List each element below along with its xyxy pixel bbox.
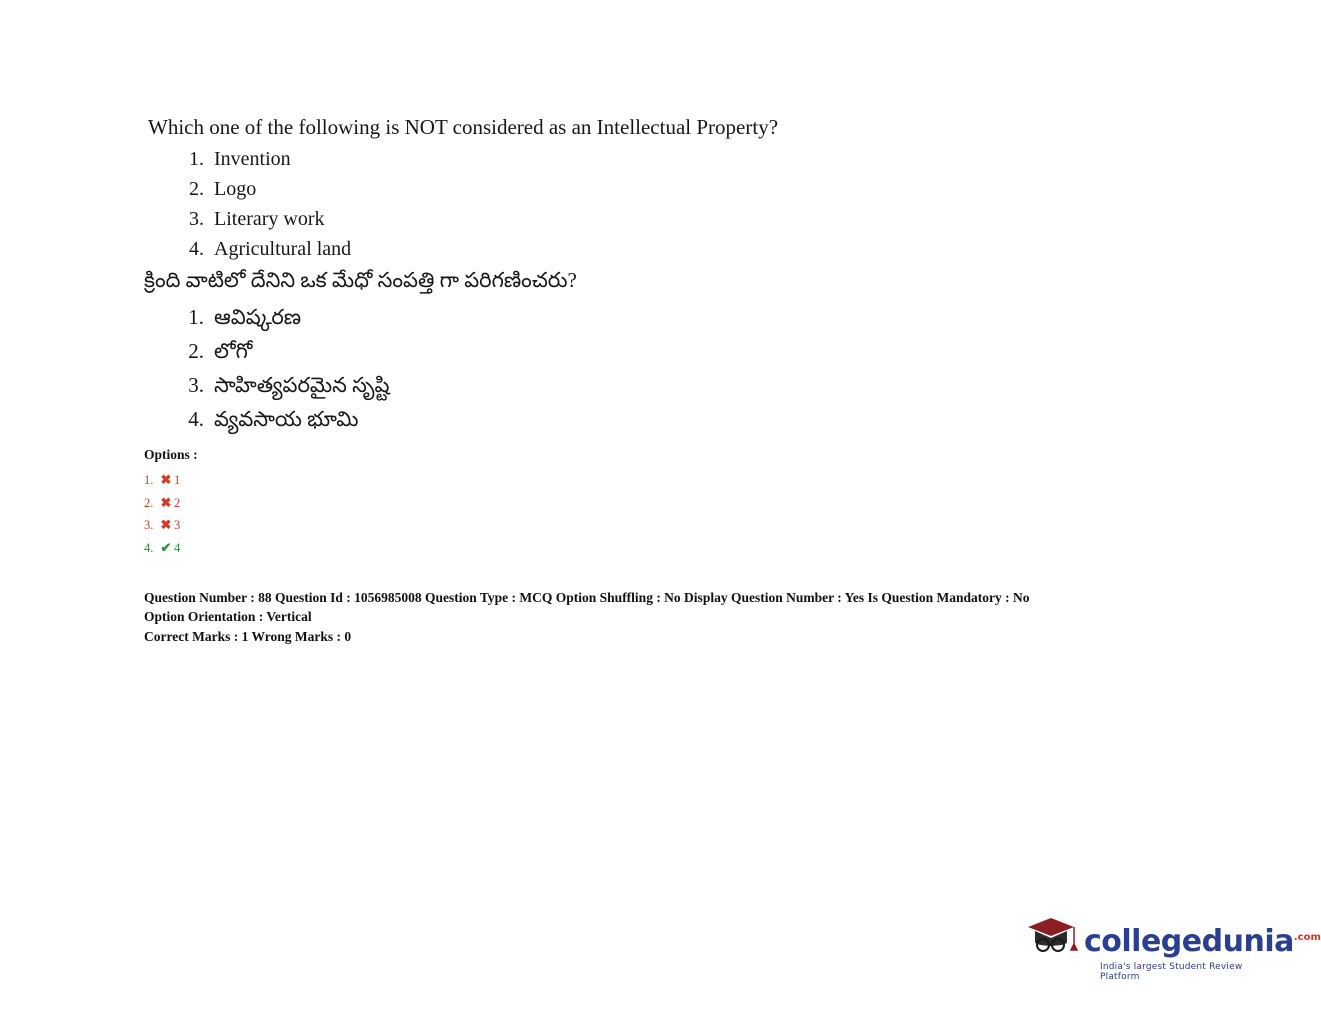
option-item <box>178 174 351 204</box>
option-item <box>178 300 389 334</box>
option-label: Literary work <box>214 208 325 230</box>
answer-label: 1 <box>174 473 181 487</box>
option-number: 3. <box>189 208 204 230</box>
cross-icon: ✖ <box>160 472 172 487</box>
option-label: లోగో <box>214 339 253 363</box>
option-item <box>178 204 351 234</box>
answer-row <box>144 492 180 515</box>
option-number: 1. <box>188 305 204 329</box>
option-item <box>178 334 389 368</box>
answer-index: 3. <box>144 518 154 532</box>
question-stem-english: Which one of the following is NOT considered as an Intellectual Property? <box>148 115 779 139</box>
option-number: 2. <box>188 339 204 363</box>
logo-wordmark <box>1084 924 1321 959</box>
cross-icon: ✖ <box>160 494 172 510</box>
option-number: 3. <box>188 373 204 397</box>
metadata-line-1: Question Number : 88 Question Id : 1056985008 Question Type : MCQ Option Shuffling : No Display Question Number : Yes Is Question Mandatory : No <box>144 590 1030 605</box>
answer-row <box>144 537 180 560</box>
option-label: Invention <box>214 148 291 170</box>
option-number: 2. <box>189 178 204 200</box>
logo-tld: .com <box>1293 932 1321 943</box>
graduation-cap-icon <box>1024 914 1080 954</box>
logo-name: collegedunia <box>1084 924 1294 959</box>
option-item <box>178 234 351 264</box>
option-label: ఆవిష్కరణ <box>214 305 302 329</box>
option-number: 4. <box>189 238 204 260</box>
answer-row <box>144 514 180 537</box>
option-number: 4. <box>188 407 204 431</box>
logo-tagline: India's largest Student Review Platform <box>1100 962 1243 982</box>
english-options-list <box>178 144 351 264</box>
question-stem-telugu: క్రింది వాటిలో దేనిని ఒక మేధో సంపత్తి గా పరిగణించరు? <box>144 268 577 292</box>
option-number: 1. <box>189 148 204 170</box>
answer-label: 3 <box>174 518 181 532</box>
question-metadata <box>144 588 1174 646</box>
answer-label: 2 <box>174 495 181 510</box>
option-label: Agricultural land <box>214 238 352 260</box>
answer-label: 4 <box>174 540 181 555</box>
answer-key-list <box>144 469 180 559</box>
check-icon: ✔ <box>160 539 172 555</box>
answer-index: 4. <box>144 540 154 555</box>
telugu-options-list <box>178 300 389 436</box>
answer-key-heading: Options : <box>144 447 198 462</box>
metadata-marks: Correct Marks : 1 Wrong Marks : 0 <box>144 629 352 644</box>
cross-icon: ✖ <box>160 517 172 532</box>
option-item <box>178 144 351 174</box>
option-label: వ్యవసాయ భూమి <box>214 407 359 431</box>
option-label: సాహిత్యపరమైన సృష్టి <box>214 373 390 397</box>
option-item <box>178 368 389 402</box>
answer-index: 1. <box>144 473 154 487</box>
answer-row <box>144 469 180 492</box>
option-label: Logo <box>214 178 257 200</box>
answer-index: 2. <box>144 495 154 510</box>
metadata-line-2: Option Orientation : Vertical <box>144 609 312 624</box>
option-item <box>178 402 389 436</box>
collegedunia-logo <box>1022 912 1321 984</box>
